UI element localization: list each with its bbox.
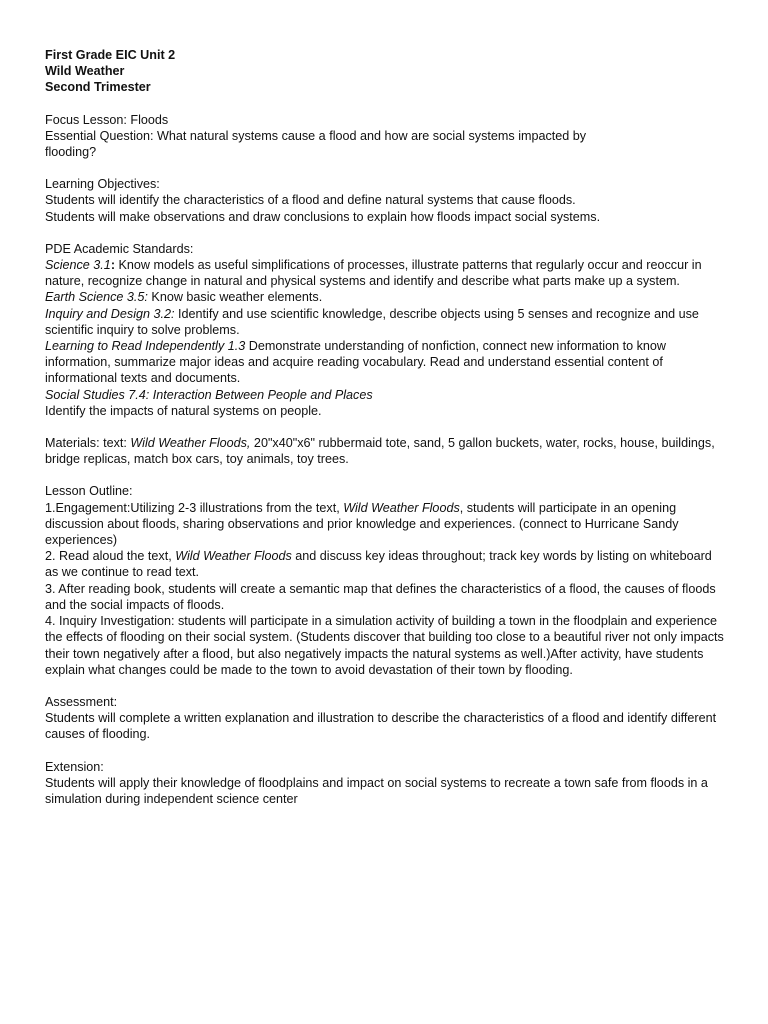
- standard-inquiry-design: [45, 306, 725, 338]
- outline-text: 1.Engagement:Utilizing 2-3 illustrations from the text,: [45, 500, 344, 515]
- standard-text: Know basic weather elements.: [147, 290, 323, 305]
- standard-social-studies-label: Social Studies 7.4: Interaction Between People and Places: [45, 387, 373, 402]
- outline-item-inquiry: 4. Inquiry Investigation: students will participate in a simulation activity of building a town in the floodplain and experience the effects of flooding on their social system. (Students discover that building too close to a beautiful river not only impacts their town negatively after a flood, but also negatively impacts the natural systems as well.)After activity, have students explain what changes could be made to the town to avoid devastation of their town by flooding.: [45, 614, 724, 677]
- objectives-section: [45, 176, 725, 225]
- extension-text: Students will apply their knowledge of floodplains and impact on social systems to recreate a town safe from floods in a simulation during independent science center: [45, 775, 708, 806]
- outline-text: 2. Read aloud the text,: [45, 549, 176, 564]
- outline-section: [45, 483, 725, 677]
- materials-list: 20"x40"x6" rubbermaid tote, sand, 5 gallon buckets, water, rocks, house, buildings, bridge replicas, match box cars, toy animals, toy trees.: [45, 436, 715, 467]
- outline-text: and discuss key ideas throughout; track key words by listing on whiteboard as we continue to read text.: [45, 549, 712, 580]
- essential-question: Essential Question: What natural systems cause a flood and how are social systems impacted by flooding?: [45, 128, 587, 160]
- focus-lesson: Focus Lesson: Floods: [45, 112, 169, 127]
- standard-reading: [45, 338, 725, 387]
- outline-item-read-aloud: [45, 548, 725, 580]
- assessment-text: Students will complete a written explanation and illustration to describe the characteristics of a flood and identify different causes of flooding.: [45, 711, 717, 742]
- trimester-label: Second Trimester: [45, 80, 151, 95]
- document-body: [45, 47, 725, 807]
- outline-text: , students will participate in an opening discussion about floods, sharing observations and prior knowledge and experiences. (connect to Hurricane Sandy experiences): [45, 500, 679, 548]
- materials-prefix: Materials: text:: [45, 436, 131, 451]
- standard-earth-science: [45, 289, 725, 305]
- materials-text: [45, 435, 725, 467]
- objective-item: Students will make observations and draw conclusions to explain how floods impact social systems.: [45, 209, 601, 224]
- extension-heading: Extension:: [45, 759, 104, 774]
- standard-text: Know models as useful simplifications of processes, illustrate patterns that regularly occur and reoccur in nature, recognize change in natural and physical systems and identify and describe what parts make up a system.: [45, 258, 702, 289]
- standards-section: [45, 241, 725, 419]
- outline-item-semantic-map: 3. After reading book, students will create a semantic map that defines the characteristics of a flood, the causes of floods and the social impacts of floods.: [45, 581, 716, 612]
- focus-section: [45, 112, 725, 161]
- objectives-heading: Learning Objectives:: [45, 177, 160, 192]
- unit-title: First Grade EIC Unit 2: [45, 48, 176, 62]
- book-title: Wild Weather Floods,: [130, 436, 251, 451]
- standard-science: [45, 257, 725, 289]
- standard-label: Science 3.1: [45, 258, 111, 273]
- outline-heading: Lesson Outline:: [45, 484, 133, 499]
- standard-label: Learning to Read Independently 1.3: [45, 339, 246, 354]
- document-header: [45, 47, 725, 96]
- standard-text: Demonstrate understanding of nonfiction, connect new information to know information, summarize major ideas and acquire reading vocabulary. Read and understand essential content of informational texts and documents.: [45, 339, 667, 386]
- materials-section: [45, 435, 725, 467]
- standard-social-studies-text: Identify the impacts of natural systems on people.: [45, 403, 322, 418]
- book-title: Wild Weather Floods: [343, 500, 460, 515]
- assessment-section: [45, 694, 725, 743]
- book-title: Wild Weather Floods: [175, 549, 292, 564]
- extension-section: [45, 759, 725, 808]
- objective-item: Students will identify the characteristics of a flood and define natural systems that cause floods.: [45, 193, 576, 208]
- outline-item-engagement: [45, 500, 725, 549]
- standard-colon: :: [110, 258, 116, 273]
- standard-label: Earth Science 3.5:: [45, 290, 148, 305]
- standard-label: Inquiry and Design 3.2:: [45, 306, 175, 321]
- standard-text: Identify and use scientific knowledge, describe objects using 5 senses and recognize and use scientific inquiry to solve problems.: [45, 306, 699, 337]
- assessment-heading: Assessment:: [45, 694, 118, 709]
- standards-heading: PDE Academic Standards:: [45, 241, 194, 256]
- unit-subtitle: Wild Weather: [45, 64, 125, 79]
